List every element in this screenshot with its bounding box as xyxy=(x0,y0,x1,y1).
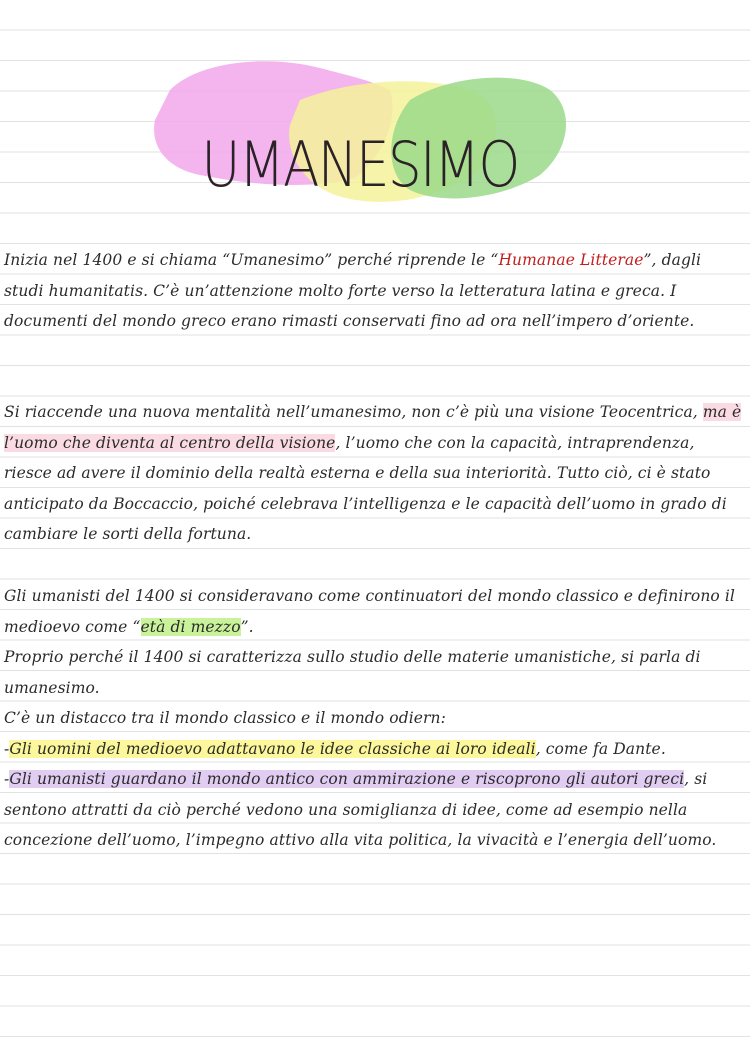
text-span: , l’uomo che con la capacità, intraprendenza, riesce ad avere il dominio della realtà esterna e della sua interiorità. Tutto ciò, ci è stato anticipato da Boccaccio, poiché celebrava l’intelligenza e le capacità dell’uomo in grado di cambiare le sorti della fortuna. xyxy=(4,433,727,543)
text-span: Gli umanisti del 1400 si consideravano come continuatori del mondo classico e definirono il medioevo come “ xyxy=(4,587,735,636)
green-highlight: età di mezzo xyxy=(140,617,241,636)
text-span: Inizia nel 1400 e si chiama “Umanesimo” perché riprende le “ xyxy=(4,251,499,269)
paragraph-origins xyxy=(4,245,744,337)
humanae-litterae-term: Humanae Litterae xyxy=(498,251,644,269)
text-span: ”. xyxy=(240,617,254,636)
text-span: ”, dagli studi humanitatis. C’è un’attenzione molto forte verso la letteratura latina e greca. I documenti del mondo greco erano rimasti conservati fino ad ora nell’impero d’oriente. xyxy=(4,251,702,330)
line-distacco: C’è un distacco tra il mondo classico e il mondo odiern: xyxy=(4,709,446,727)
page-title: UMANESIMO xyxy=(201,128,519,201)
paragraph-humanists xyxy=(4,581,744,856)
pink-highlight: ma è l’uomo che diventa al centro della visione xyxy=(4,403,742,452)
yellow-highlight: Gli uomini del medioevo adattavano le idee classiche ai loro ideali xyxy=(9,739,536,758)
text-span: , come fa Dante. xyxy=(535,739,666,758)
line-umanesimo: Proprio perché il 1400 si caratterizza sullo studio delle materie umanistiche, si parla di umanesimo. xyxy=(4,648,701,697)
purple-highlight: Gli umanisti guardano il mondo antico con ammirazione e riscoprono gli autori greci xyxy=(9,770,685,788)
title-block xyxy=(140,50,580,220)
text-span: Si riaccende una nuova mentalità nell’umanesimo, non c’è più una visione Teocentrica, xyxy=(4,403,703,421)
dash: - xyxy=(4,770,10,788)
paragraph-mentality xyxy=(4,397,744,550)
text-span: , si sentono attratti da ciò perché vedono una somiglianza di idee, come ad esempio nella concezione dell’uomo, l’impegno attivo alla vita politica, la vivacità e l’energia dell’uomo. xyxy=(4,770,717,849)
dash: - xyxy=(4,739,10,758)
